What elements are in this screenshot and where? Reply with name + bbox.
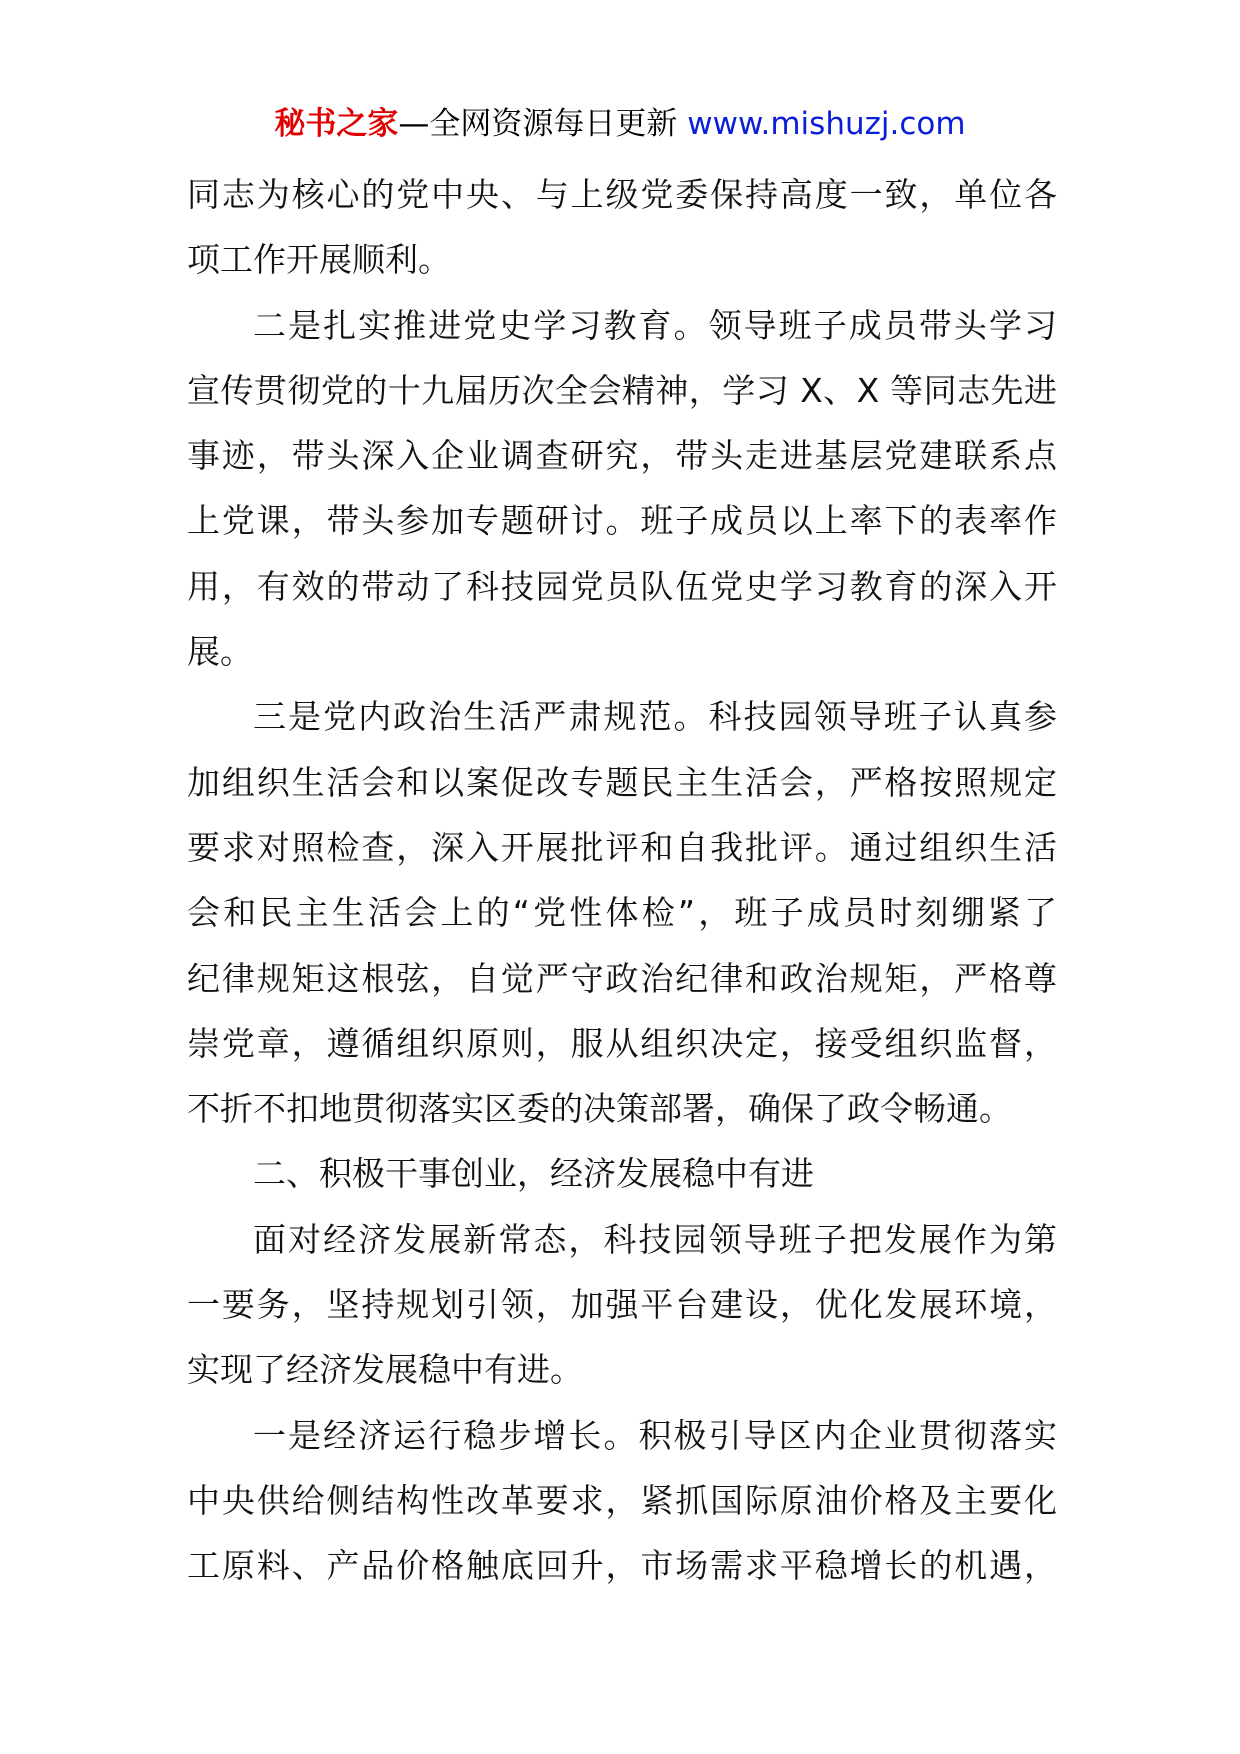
body-line: 三是党内政治生活严肃规范。科技园领导班子认真参 [253,697,1057,737]
body-line: 面对经济发展新常态，科技园领导班子把发展作为第 [253,1219,1057,1259]
body-line: 会和民主生活会上的“党性体检”，班子成员时刻绷紧了 [187,893,1057,933]
body-line: 不折不扣地贯彻落实区委的决策部署，确保了政令畅通。 [187,1089,1012,1129]
body-line: 同志为核心的党中央、与上级党委保持高度一致，单位各 [187,175,1057,214]
body-line: 实现了经济发展稳中有进。 [187,1350,583,1390]
body-line: 事迹，带头深入企业调查研究，带头走进基层党建联系点 [187,436,1057,476]
body-line: 上党课，带头参加专题研讨。班子成员以上率下的表率作 [187,501,1057,541]
body-line: 要求对照检查，深入开展批评和自我批评。通过组织生活 [187,827,1057,867]
body-line: 纪律规矩这根弦，自觉严守政治纪律和政治规矩，严格尊 [187,958,1057,998]
body-line: 项工作开展顺利。 [187,240,451,280]
header-slogan: —全网资源每日更新 [398,106,678,142]
body-line: 宣传贯彻党的十九届历次全会精神，学习 X、X 等同志先进 [187,370,1057,410]
section-heading: 二、积极干事创业，经济发展稳中有进 [253,1154,814,1194]
body-line: 二是扎实推进党史学习教育。领导班子成员带头学习 [253,305,1057,345]
document-body [187,162,1057,1599]
body-line: 中央供给侧结构性改革要求，紧抓国际原油价格及主要化 [187,1480,1057,1520]
body-line: 崇党章，遵循组织原则，服从组织决定，接受组织监督， [187,1023,1057,1063]
body-line: 用，有效的带动了科技园党员队伍党史学习教育的深入开 [187,566,1057,606]
body-line: 一要务，坚持规划引领，加强平台建设，优化发展环境， [187,1285,1057,1325]
body-line: 工原料、产品价格触底回升，市场需求平稳增长的机遇， [187,1546,1057,1586]
header-brand: 秘书之家 [274,106,399,142]
body-line: 一是经济运行稳步增长。积极引导区内企业贯彻落实 [253,1415,1057,1455]
header-url-link[interactable]: www.mishuzj.com [687,106,966,142]
body-line: 加组织生活会和以案促改专题民主生活会，严格按照规定 [187,762,1057,802]
page-header [0,100,1240,148]
body-line: 展。 [187,632,253,672]
